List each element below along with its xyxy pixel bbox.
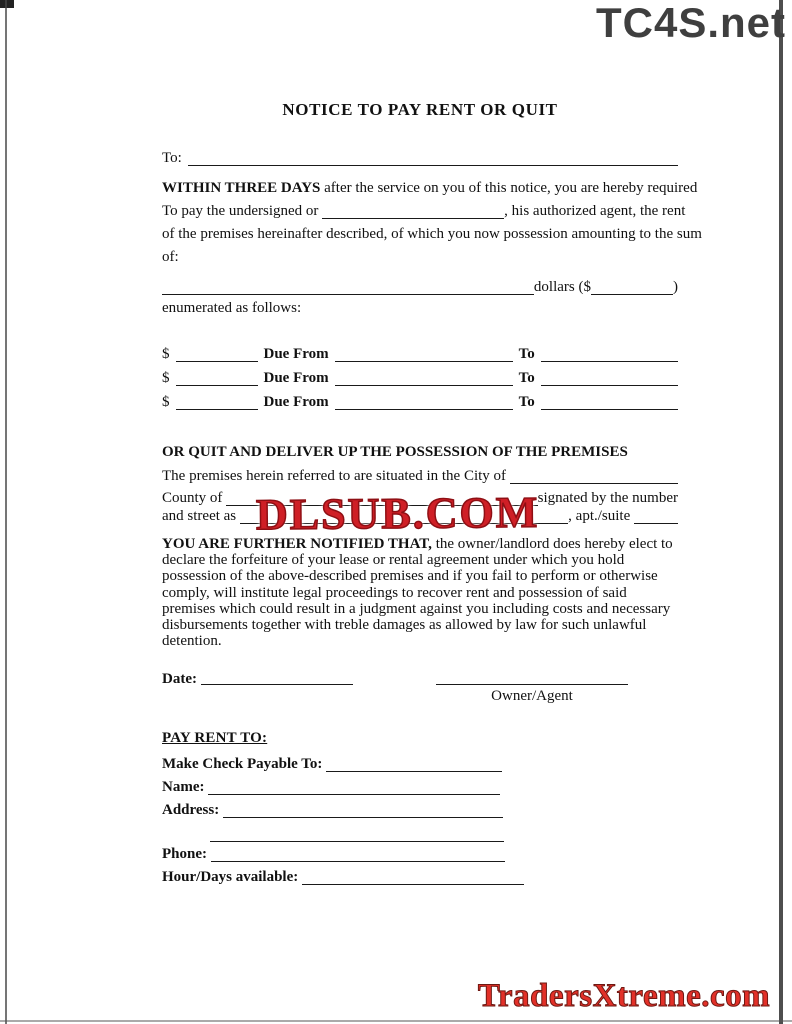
date-signature-line bbox=[162, 671, 678, 704]
tradersxtreme-watermark: TradersXtreme.com bbox=[477, 978, 771, 1014]
premises-sentence-line bbox=[162, 226, 702, 242]
address-continuation-blank-field bbox=[210, 828, 504, 842]
make-check-label: Make Check Payable To: bbox=[162, 756, 327, 773]
quit-heading-text: OR QUIT AND DELIVER UP THE POSSESSION OF THE PREMISES bbox=[162, 444, 628, 460]
name-line bbox=[162, 779, 678, 795]
due-from-blank-field bbox=[335, 396, 513, 410]
dollar-sign: $ bbox=[162, 346, 170, 362]
within-three-days-rest: after the service on you of this notice, you are hereby required bbox=[320, 180, 698, 196]
dollars-label: dollars ($ bbox=[533, 279, 591, 295]
name-blank-field bbox=[208, 781, 500, 795]
make-check-blank-field bbox=[326, 758, 502, 772]
phone-blank-field bbox=[211, 848, 505, 862]
to-col-label: To bbox=[518, 346, 535, 362]
pay-rent-to-heading bbox=[162, 730, 678, 746]
hours-label: Hour/Days available: bbox=[162, 869, 303, 886]
city-line bbox=[162, 468, 678, 484]
signature-blank-field bbox=[436, 671, 628, 685]
owner-agent-label: Owner/Agent bbox=[491, 688, 573, 705]
due-row bbox=[162, 370, 678, 386]
paren-close: ) bbox=[673, 279, 678, 295]
further-notified-bold: YOU ARE FURTHER NOTIFIED THAT, bbox=[162, 536, 432, 552]
enumerated-label: enumerated as follows: bbox=[162, 300, 302, 316]
address-label: Address: bbox=[162, 802, 223, 819]
scan-edge-left bbox=[5, 0, 7, 1024]
pay-undersigned-line bbox=[162, 203, 686, 219]
due-from-label: Due From bbox=[263, 394, 329, 410]
address-line bbox=[162, 802, 678, 818]
pay-undersigned-post: , his authorized agent, the rent bbox=[504, 203, 686, 219]
phone-line bbox=[162, 846, 678, 862]
due-from-label: Due From bbox=[263, 346, 329, 362]
scan-edge-right bbox=[779, 0, 783, 1024]
premises-sentence: of the premises hereinafter described, of which you now possession amounting to the sum bbox=[162, 226, 702, 242]
due-from-blank-field bbox=[335, 348, 513, 362]
to-blank-field bbox=[188, 152, 678, 166]
address-continuation-line bbox=[162, 828, 678, 842]
due-row bbox=[162, 394, 678, 410]
to-label: To: bbox=[162, 150, 182, 166]
within-three-days-bold: WITHIN THREE DAYS bbox=[162, 180, 321, 196]
of-line bbox=[162, 249, 678, 265]
apt-suite-blank-field bbox=[634, 510, 678, 524]
street-label: and street as bbox=[162, 508, 240, 524]
to-date-blank-field bbox=[541, 348, 678, 362]
amount-blank-field bbox=[176, 372, 258, 386]
make-check-line bbox=[162, 756, 678, 772]
of-label: of: bbox=[162, 249, 179, 265]
scan-edge-bottom bbox=[0, 1020, 792, 1022]
hours-blank-field bbox=[302, 871, 524, 885]
dollar-sign: $ bbox=[162, 370, 170, 386]
to-col-label: To bbox=[518, 394, 535, 410]
city-line-text: The premises herein referred to are situated in the City of bbox=[162, 468, 510, 484]
enumerated-line bbox=[162, 300, 678, 316]
within-three-days-line bbox=[162, 180, 698, 196]
due-from-label: Due From bbox=[263, 370, 329, 386]
to-line bbox=[162, 150, 678, 166]
due-from-blank-field bbox=[335, 372, 513, 386]
agent-blank-field bbox=[322, 205, 504, 219]
hours-line bbox=[162, 869, 678, 885]
amount-blank-field bbox=[176, 348, 258, 362]
further-notified-rest: the owner/landlord does hereby elect to declare the forfeiture of your lease or rental agreement under which you hold possession of the above-described premises and if you fail to perform or otherwise comply, will institute legal proceedings to recover rent and possession of said premises which could result in a judgment against you including costs and necessary disbursements together with treble damages as allowed by law for such unlawful detention. bbox=[162, 536, 673, 650]
to-date-blank-field bbox=[541, 372, 678, 386]
county-label: County of bbox=[162, 490, 227, 506]
city-blank-field bbox=[510, 470, 678, 484]
date-label: Date: bbox=[162, 671, 201, 688]
dollars-line bbox=[162, 279, 678, 295]
amount-words-blank-field bbox=[162, 281, 534, 295]
amount-numeric-blank-field bbox=[591, 281, 673, 295]
amount-blank-field bbox=[176, 396, 258, 410]
dlsub-stamp-watermark: DLSUB.COM bbox=[255, 487, 540, 540]
date-blank-field bbox=[201, 671, 353, 685]
further-notified-paragraph bbox=[162, 536, 678, 649]
pay-undersigned-pre: To pay the undersigned or bbox=[162, 203, 323, 219]
tc4s-watermark: TC4S.net bbox=[595, 0, 786, 46]
phone-label: Phone: bbox=[162, 846, 211, 863]
to-col-label: To bbox=[518, 370, 535, 386]
name-label: Name: bbox=[162, 779, 209, 796]
signature-block bbox=[436, 671, 628, 704]
pay-rent-to-text: PAY RENT TO: bbox=[162, 730, 268, 747]
dollar-sign: $ bbox=[162, 394, 170, 410]
quit-heading bbox=[162, 444, 678, 460]
due-row bbox=[162, 346, 678, 362]
county-tail: signated by the number bbox=[537, 490, 678, 506]
street-tail: , apt./suite bbox=[568, 508, 634, 524]
address-blank-field bbox=[223, 804, 503, 818]
to-date-blank-field bbox=[541, 396, 678, 410]
document-title: NOTICE TO PAY RENT OR QUIT bbox=[282, 100, 558, 119]
scan-corner-artifact bbox=[0, 0, 14, 8]
